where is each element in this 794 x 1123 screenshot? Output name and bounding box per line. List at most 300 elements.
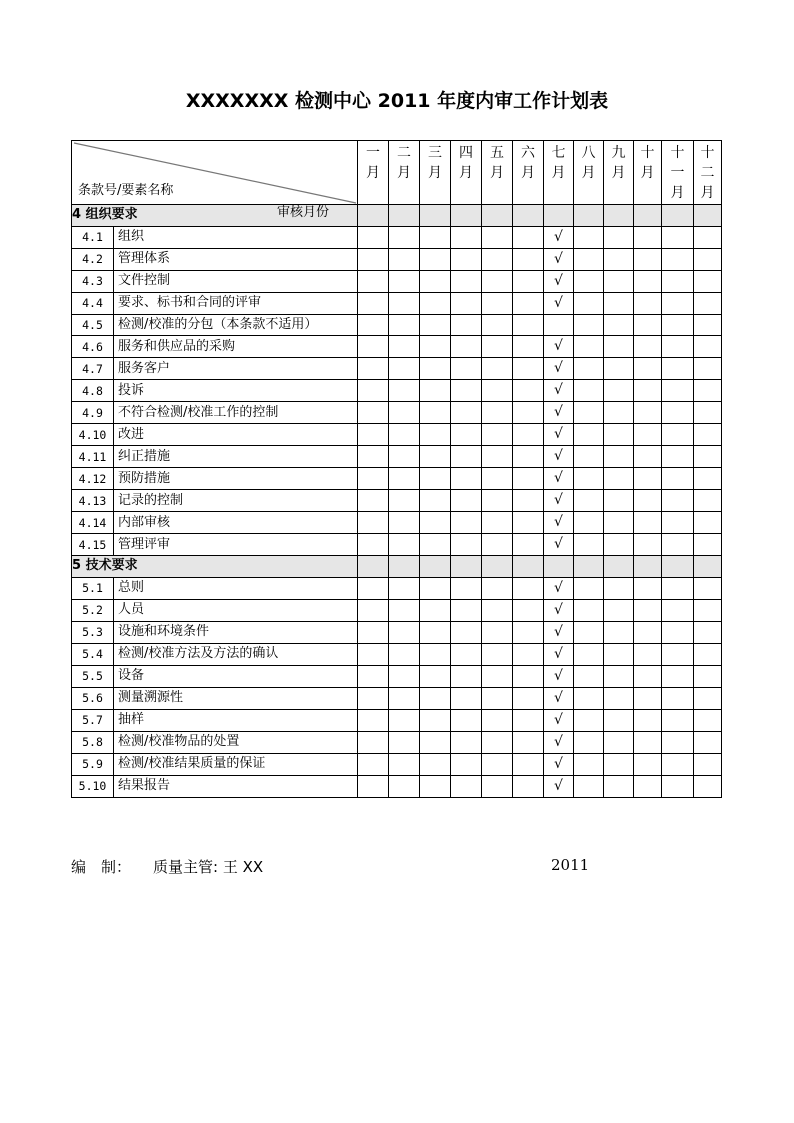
month-cell	[574, 599, 604, 621]
month-cell	[544, 336, 574, 358]
month-cell	[574, 490, 604, 512]
month-cell	[574, 292, 604, 314]
section-month-cell	[694, 205, 722, 227]
clause-number: 4.8	[72, 380, 114, 402]
month-cell	[451, 753, 482, 775]
check-mark-icon: √	[554, 733, 563, 750]
month-cell	[634, 358, 662, 380]
month-cell	[574, 248, 604, 270]
clause-number: 5.5	[72, 665, 114, 687]
month-cell	[662, 687, 694, 709]
month-cell	[574, 446, 604, 468]
month-cell	[634, 248, 662, 270]
month-cell	[694, 292, 722, 314]
month-cell	[634, 709, 662, 731]
month-cell	[451, 314, 482, 336]
month-cell	[634, 753, 662, 775]
month-cell	[694, 248, 722, 270]
check-mark-icon: √	[554, 448, 563, 464]
clause-number: 4.2	[72, 248, 114, 270]
month-cell	[694, 314, 722, 336]
check-mark-icon: √	[554, 404, 563, 420]
clause-name: 改进	[114, 424, 358, 446]
table-row	[72, 643, 722, 665]
table-row	[72, 599, 722, 621]
month-cell	[694, 402, 722, 424]
check-mark-icon: √	[554, 579, 563, 596]
section-month-cell	[662, 205, 694, 227]
month-cell	[451, 599, 482, 621]
month-cell	[604, 753, 634, 775]
month-cell	[574, 226, 604, 248]
month-cell	[574, 775, 604, 797]
section-month-cell	[604, 556, 634, 578]
month-cell	[544, 731, 574, 753]
month-cell	[389, 292, 420, 314]
month-cell	[482, 665, 513, 687]
month-cell	[544, 709, 574, 731]
clause-number: 5.7	[72, 709, 114, 731]
month-cell	[662, 380, 694, 402]
month-header-12	[694, 141, 722, 205]
month-header-5	[482, 141, 513, 205]
month-cell	[694, 775, 722, 797]
clause-name: 内部审核	[114, 512, 358, 534]
clause-name: 检测/校准的分包（本条款不适用）	[114, 314, 358, 336]
month-header-3	[420, 141, 451, 205]
month-cell	[358, 775, 389, 797]
section-month-cell	[694, 556, 722, 578]
month-cell	[389, 402, 420, 424]
clause-name: 检测/校准方法及方法的确认	[114, 643, 358, 665]
month-cell	[389, 753, 420, 775]
month-cell	[604, 424, 634, 446]
section-month-cell	[451, 205, 482, 227]
month-cell	[451, 665, 482, 687]
month-cell	[634, 512, 662, 534]
month-cell	[482, 424, 513, 446]
check-mark-icon: √	[554, 228, 563, 245]
month-cell	[574, 402, 604, 424]
month-cell	[451, 446, 482, 468]
month-header-9	[604, 141, 634, 205]
month-cell	[482, 775, 513, 797]
clause-number: 4.6	[72, 336, 114, 358]
clause-number: 5.3	[72, 621, 114, 643]
month-cell	[604, 226, 634, 248]
month-cell	[451, 577, 482, 599]
month-cell	[544, 292, 574, 314]
month-cell	[482, 446, 513, 468]
month-cell	[420, 577, 451, 599]
clause-number: 4.3	[72, 270, 114, 292]
month-cell	[574, 380, 604, 402]
month-cell	[513, 665, 544, 687]
month-cell	[634, 621, 662, 643]
month-cell	[451, 336, 482, 358]
month-cell	[604, 621, 634, 643]
month-header-6	[513, 141, 544, 205]
compiler-info	[71, 856, 263, 877]
month-cell	[662, 468, 694, 490]
clause-number: 4.10	[72, 424, 114, 446]
month-cell	[662, 248, 694, 270]
month-cell	[358, 380, 389, 402]
month-cell	[544, 270, 574, 292]
month-cell	[451, 402, 482, 424]
month-cell	[544, 534, 574, 556]
month-cell	[604, 402, 634, 424]
month-cell	[604, 577, 634, 599]
month-cell	[634, 270, 662, 292]
quality-manager: 质量主管: 王 XX	[153, 858, 264, 876]
month-cell	[513, 775, 544, 797]
month-header-10	[634, 141, 662, 205]
clause-name: 预防措施	[114, 468, 358, 490]
month-cell	[420, 490, 451, 512]
clause-number: 4.15	[72, 534, 114, 556]
month-cell	[662, 270, 694, 292]
section-month-cell	[634, 556, 662, 578]
check-mark-icon: √	[554, 645, 563, 662]
check-mark-icon: √	[554, 294, 563, 311]
section-month-cell	[574, 556, 604, 578]
month-cell	[694, 687, 722, 709]
month-cell	[694, 731, 722, 753]
clause-name: 人员	[114, 599, 358, 621]
month-cell	[420, 446, 451, 468]
month-cell	[634, 424, 662, 446]
month-cell	[513, 621, 544, 643]
month-cell	[604, 512, 634, 534]
month-cell	[662, 402, 694, 424]
month-cell	[694, 446, 722, 468]
month-cell	[389, 446, 420, 468]
table-row	[72, 270, 722, 292]
clause-name: 文件控制	[114, 270, 358, 292]
month-cell	[574, 358, 604, 380]
month-cell	[420, 512, 451, 534]
month-cell	[420, 621, 451, 643]
month-cell	[604, 380, 634, 402]
table-row	[72, 534, 722, 556]
month-cell	[662, 424, 694, 446]
table-row	[72, 446, 722, 468]
table-row	[72, 424, 722, 446]
table-row	[72, 380, 722, 402]
month-cell	[482, 336, 513, 358]
month-cell	[544, 226, 574, 248]
month-cell	[358, 643, 389, 665]
clause-number: 5.6	[72, 687, 114, 709]
month-label: 二 月	[397, 145, 411, 181]
check-mark-icon: √	[554, 470, 563, 486]
month-cell	[482, 534, 513, 556]
month-cell	[389, 577, 420, 599]
month-cell	[544, 687, 574, 709]
month-cell	[694, 336, 722, 358]
month-cell	[482, 643, 513, 665]
month-cell	[694, 577, 722, 599]
section-label: 5 技术要求	[72, 556, 358, 578]
month-cell	[358, 446, 389, 468]
month-cell	[389, 424, 420, 446]
month-label: 九 月	[611, 145, 626, 181]
check-mark-icon: √	[554, 755, 563, 772]
month-cell	[358, 621, 389, 643]
section-month-cell	[358, 205, 389, 227]
month-cell	[358, 468, 389, 490]
month-cell	[574, 665, 604, 687]
month-cell	[634, 380, 662, 402]
month-cell	[604, 775, 634, 797]
month-cell	[694, 226, 722, 248]
month-cell	[544, 621, 574, 643]
month-cell	[451, 248, 482, 270]
month-cell	[544, 577, 574, 599]
month-cell	[662, 314, 694, 336]
clause-name: 设施和环境条件	[114, 621, 358, 643]
section-month-cell	[544, 205, 574, 227]
month-cell	[513, 512, 544, 534]
month-cell	[694, 468, 722, 490]
month-cell	[358, 358, 389, 380]
month-cell	[634, 292, 662, 314]
month-cell	[694, 621, 722, 643]
month-cell	[420, 248, 451, 270]
clause-number: 5.1	[72, 577, 114, 599]
month-cell	[544, 446, 574, 468]
month-cell	[482, 248, 513, 270]
month-cell	[634, 643, 662, 665]
clause-number: 5.9	[72, 753, 114, 775]
table-row	[72, 709, 722, 731]
month-cell	[544, 490, 574, 512]
month-cell	[634, 775, 662, 797]
month-cell	[513, 424, 544, 446]
month-label: 五 月	[490, 145, 504, 181]
table-row	[72, 314, 722, 336]
month-cell	[694, 424, 722, 446]
month-cell	[513, 446, 544, 468]
month-header-2	[389, 141, 420, 205]
month-cell	[662, 775, 694, 797]
clause-number: 4.4	[72, 292, 114, 314]
clause-number: 4.5	[72, 314, 114, 336]
month-cell	[604, 687, 634, 709]
month-cell	[574, 709, 604, 731]
month-cell	[574, 687, 604, 709]
month-label: 四 月	[459, 145, 473, 181]
month-cell	[694, 270, 722, 292]
section-month-cell	[662, 556, 694, 578]
month-cell	[604, 358, 634, 380]
month-cell	[634, 687, 662, 709]
month-cell	[482, 314, 513, 336]
month-cell	[482, 468, 513, 490]
month-cell	[634, 446, 662, 468]
month-cell	[420, 665, 451, 687]
month-cell	[634, 599, 662, 621]
section-month-cell	[574, 205, 604, 227]
month-label: 十 一 月	[670, 145, 685, 201]
table-row	[72, 753, 722, 775]
month-cell	[389, 226, 420, 248]
month-cell	[451, 292, 482, 314]
month-cell	[420, 687, 451, 709]
month-cell	[420, 380, 451, 402]
month-cell	[634, 490, 662, 512]
month-cell	[544, 380, 574, 402]
month-cell	[389, 336, 420, 358]
month-cell	[694, 380, 722, 402]
month-label: 七 月	[551, 145, 566, 181]
month-cell	[694, 665, 722, 687]
month-cell	[544, 402, 574, 424]
table-row	[72, 292, 722, 314]
month-cell	[662, 621, 694, 643]
month-cell	[451, 775, 482, 797]
month-cell	[513, 643, 544, 665]
month-cell	[420, 270, 451, 292]
month-cell	[634, 665, 662, 687]
month-cell	[420, 226, 451, 248]
month-cell	[451, 621, 482, 643]
month-cell	[604, 336, 634, 358]
clause-name: 不符合检测/校准工作的控制	[114, 402, 358, 424]
month-cell	[634, 534, 662, 556]
month-cell	[604, 599, 634, 621]
month-cell	[482, 621, 513, 643]
clause-number: 5.2	[72, 599, 114, 621]
month-cell	[662, 292, 694, 314]
month-cell	[513, 226, 544, 248]
month-cell	[634, 402, 662, 424]
clause-name: 检测/校准物品的处置	[114, 731, 358, 753]
section-month-cell	[420, 205, 451, 227]
section-month-cell	[634, 205, 662, 227]
month-cell	[482, 380, 513, 402]
month-header-1	[358, 141, 389, 205]
month-cell	[662, 599, 694, 621]
table-row	[72, 665, 722, 687]
month-cell	[634, 226, 662, 248]
footer-year: 2011	[551, 856, 590, 874]
month-cell	[451, 358, 482, 380]
month-cell	[694, 358, 722, 380]
month-cell	[482, 358, 513, 380]
month-cell	[420, 292, 451, 314]
table-row	[72, 687, 722, 709]
check-mark-icon: √	[554, 250, 563, 267]
table-row	[72, 468, 722, 490]
month-cell	[389, 599, 420, 621]
month-header-7	[544, 141, 574, 205]
clause-number: 5.4	[72, 643, 114, 665]
month-cell	[544, 643, 574, 665]
check-mark-icon: √	[554, 426, 563, 442]
month-cell	[513, 292, 544, 314]
section-month-cell	[389, 205, 420, 227]
table-header-row	[72, 141, 722, 205]
month-cell	[420, 731, 451, 753]
month-cell	[662, 577, 694, 599]
month-cell	[634, 731, 662, 753]
month-cell	[513, 248, 544, 270]
month-cell	[451, 270, 482, 292]
month-cell	[604, 665, 634, 687]
month-cell	[544, 753, 574, 775]
month-cell	[358, 665, 389, 687]
section-month-cell	[389, 556, 420, 578]
table-row	[72, 731, 722, 753]
table-row	[72, 402, 722, 424]
month-cell	[513, 534, 544, 556]
month-cell	[574, 621, 604, 643]
month-cell	[604, 248, 634, 270]
month-cell	[662, 643, 694, 665]
month-cell	[358, 402, 389, 424]
month-cell	[358, 534, 389, 556]
month-cell	[482, 292, 513, 314]
clause-name: 总则	[114, 577, 358, 599]
month-cell	[662, 753, 694, 775]
check-mark-icon: √	[554, 514, 563, 530]
month-cell	[574, 468, 604, 490]
check-mark-icon: √	[554, 667, 563, 684]
month-cell	[358, 226, 389, 248]
month-cell	[420, 643, 451, 665]
month-cell	[662, 731, 694, 753]
check-mark-icon: √	[554, 536, 563, 552]
audit-plan-table	[71, 140, 722, 798]
month-cell	[420, 753, 451, 775]
month-cell	[482, 270, 513, 292]
month-cell	[513, 380, 544, 402]
month-cell	[358, 512, 389, 534]
table-row	[72, 512, 722, 534]
month-cell	[574, 753, 604, 775]
month-cell	[513, 709, 544, 731]
month-cell	[544, 599, 574, 621]
month-cell	[513, 358, 544, 380]
clause-name: 服务和供应品的采购	[114, 336, 358, 358]
month-cell	[694, 753, 722, 775]
month-cell	[574, 424, 604, 446]
month-cell	[420, 534, 451, 556]
month-cell	[389, 358, 420, 380]
month-cell	[513, 314, 544, 336]
check-mark-icon: √	[554, 689, 563, 706]
month-cell	[544, 424, 574, 446]
month-cell	[420, 775, 451, 797]
clause-name: 组织	[114, 226, 358, 248]
table-row	[72, 577, 722, 599]
table-row	[72, 490, 722, 512]
month-cell	[574, 314, 604, 336]
check-mark-icon: √	[554, 272, 563, 289]
month-cell	[451, 643, 482, 665]
table-row	[72, 621, 722, 643]
month-cell	[662, 534, 694, 556]
month-cell	[358, 336, 389, 358]
month-label: 六 月	[521, 145, 535, 181]
month-cell	[574, 643, 604, 665]
month-cell	[513, 402, 544, 424]
section-month-cell	[482, 205, 513, 227]
month-cell	[694, 599, 722, 621]
check-mark-icon: √	[554, 711, 563, 728]
